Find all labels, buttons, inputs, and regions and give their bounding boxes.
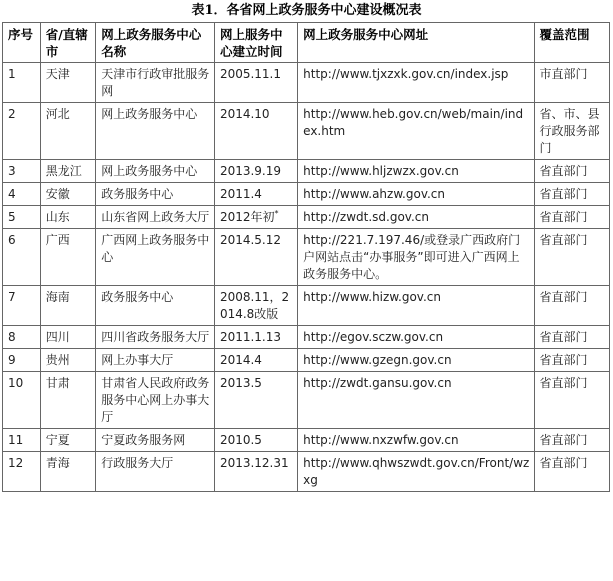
coverage-cell-text: 省直部门	[539, 187, 588, 201]
province-cell	[40, 183, 95, 206]
established-date-cell-text: 2011.4	[219, 187, 262, 201]
coverage-cell	[534, 160, 609, 183]
row-number-text: 5	[8, 210, 16, 224]
center-name-cell-text: 行政服务大厅	[101, 456, 174, 470]
provincial-service-center-table	[2, 22, 610, 492]
row-number	[3, 349, 41, 372]
header-coverage: 覆盖范围	[534, 23, 609, 63]
website-url-cell	[298, 206, 534, 229]
coverage-cell	[534, 103, 609, 160]
website-url-cell-text: http://www.hizw.gov.cn	[303, 290, 441, 304]
province-cell	[40, 452, 95, 492]
row-number-text: 11	[8, 433, 24, 447]
established-date-cell-text: 2014.10	[219, 107, 270, 121]
established-date-cell	[214, 63, 297, 103]
table-row	[3, 63, 610, 103]
coverage-cell-text: 省直部门	[539, 353, 588, 367]
row-number	[3, 103, 41, 160]
province-cell	[40, 286, 95, 326]
center-name-cell-text: 山东省网上政务大厅	[101, 210, 210, 224]
province-cell-text: 四川	[45, 330, 70, 344]
established-date-cell-text: 2005.11.1	[219, 67, 282, 81]
established-date-cell	[214, 326, 297, 349]
province-cell-text: 海南	[45, 290, 70, 304]
website-url-cell-text: http://zwdt.sd.gov.cn	[303, 210, 429, 224]
table-row	[3, 160, 610, 183]
website-url-cell-text: http://www.tjxzxk.gov.cn/index.jsp	[303, 67, 509, 81]
established-date-cell-text: 2012年初	[219, 210, 275, 224]
row-number-text: 2	[8, 107, 16, 121]
coverage-cell	[534, 286, 609, 326]
province-cell	[40, 63, 95, 103]
established-date-cell	[214, 286, 297, 326]
table-row	[3, 229, 610, 286]
established-date-cell-text: 2013.9.19	[219, 164, 282, 178]
website-url-cell-text: http://www.nxzwfw.gov.cn	[303, 433, 459, 447]
center-name-cell	[96, 229, 215, 286]
center-name-cell	[96, 206, 215, 229]
row-number-text: 9	[8, 353, 16, 367]
row-number	[3, 206, 41, 229]
header-row	[3, 23, 610, 63]
established-date-cell-text: 2014.5.12	[219, 233, 282, 247]
coverage-cell-text: 省直部门	[539, 164, 588, 178]
website-url-cell-text: http://www.ahzw.gov.cn	[303, 187, 446, 201]
website-url-cell	[298, 326, 534, 349]
established-date-cell	[214, 452, 297, 492]
province-cell-text: 山东	[45, 210, 70, 224]
website-url-cell	[298, 63, 534, 103]
center-name-cell-text: 网上办事大厅	[101, 353, 174, 367]
row-number	[3, 372, 41, 429]
established-date-cell	[214, 349, 297, 372]
coverage-cell	[534, 429, 609, 452]
center-name-cell-text: 政务服务中心	[101, 290, 174, 304]
coverage-cell-text: 省直部门	[539, 210, 588, 224]
row-number	[3, 429, 41, 452]
established-date-cell	[214, 103, 297, 160]
center-name-cell	[96, 103, 215, 160]
coverage-cell-text: 省直部门	[539, 456, 588, 470]
established-date-cell	[214, 429, 297, 452]
website-url-cell-text: http://www.qhwszwdt.gov.cn/Front/wzxg	[303, 456, 530, 487]
province-cell-text: 宁夏	[45, 433, 70, 447]
row-number-text: 4	[8, 187, 16, 201]
website-url-cell	[298, 183, 534, 206]
table-row	[3, 349, 610, 372]
province-cell-text: 广西	[45, 233, 70, 247]
website-url-cell	[298, 429, 534, 452]
established-date-cell	[214, 206, 297, 229]
table-body	[3, 63, 610, 492]
table-row	[3, 452, 610, 492]
website-url-cell	[298, 229, 534, 286]
province-cell	[40, 229, 95, 286]
header-number: 序号	[3, 23, 41, 63]
province-cell-text: 河北	[45, 107, 70, 121]
coverage-cell	[534, 63, 609, 103]
row-number-text: 10	[8, 376, 24, 390]
center-name-cell	[96, 160, 215, 183]
established-date-cell	[214, 372, 297, 429]
header-center-name: 网上政务服务中心名称	[96, 23, 215, 63]
center-name-cell-text: 网上政务服务中心	[101, 164, 198, 178]
website-url-cell	[298, 349, 534, 372]
coverage-cell	[534, 229, 609, 286]
center-name-cell	[96, 349, 215, 372]
coverage-cell-text: 省直部门	[539, 376, 588, 390]
center-name-cell	[96, 372, 215, 429]
row-number-text: 7	[8, 290, 16, 304]
province-cell-text: 青海	[45, 456, 70, 470]
row-number	[3, 286, 41, 326]
footnote-mark: *	[274, 209, 279, 218]
website-url-cell-text: http://www.hljzwzx.gov.cn	[303, 164, 459, 178]
province-cell	[40, 349, 95, 372]
website-url-cell	[298, 286, 534, 326]
row-number	[3, 160, 41, 183]
established-date-cell-text: 2008.11，2014.8改版	[219, 290, 290, 321]
coverage-cell	[534, 349, 609, 372]
header-province: 省/直辖市	[40, 23, 95, 63]
established-date-cell-text: 2010.5	[219, 433, 262, 447]
established-date-cell	[214, 160, 297, 183]
established-date-cell-text: 2013.5	[219, 376, 262, 390]
province-cell-text: 黑龙江	[45, 164, 82, 178]
website-url-cell	[298, 160, 534, 183]
coverage-cell	[534, 372, 609, 429]
province-cell-text: 安徽	[45, 187, 70, 201]
row-number-text: 8	[8, 330, 16, 344]
header-established-date: 网上服务中心建立时间	[214, 23, 297, 63]
established-date-cell-text: 2013.12.31	[219, 456, 289, 470]
center-name-cell	[96, 429, 215, 452]
coverage-cell-text: 省直部门	[539, 233, 588, 247]
center-name-cell-text: 甘肃省人民政府政务服务中心网上办事大厅	[101, 376, 210, 424]
center-name-cell-text: 广西网上政务服务中心	[101, 233, 210, 264]
center-name-cell	[96, 183, 215, 206]
coverage-cell-text: 省直部门	[539, 433, 588, 447]
website-url-cell-text: http://www.heb.gov.cn/web/main/index.htm	[303, 107, 524, 138]
table-row	[3, 286, 610, 326]
website-url-cell-text: http://zwdt.gansu.gov.cn	[303, 376, 452, 390]
center-name-cell-text: 网上政务服务中心	[101, 107, 198, 121]
website-url-cell-text: http://egov.sczw.gov.cn	[303, 330, 444, 344]
row-number-text: 6	[8, 233, 16, 247]
table-row	[3, 372, 610, 429]
established-date-cell-text: 2011.1.13	[219, 330, 282, 344]
row-number	[3, 452, 41, 492]
row-number	[3, 326, 41, 349]
established-date-cell	[214, 183, 297, 206]
coverage-cell-text: 省、市、县行政服务部门	[539, 107, 600, 155]
center-name-cell-text: 四川省政务服务大厅	[101, 330, 210, 344]
table-row	[3, 206, 610, 229]
coverage-cell	[534, 206, 609, 229]
province-cell	[40, 372, 95, 429]
coverage-cell	[534, 452, 609, 492]
province-cell	[40, 160, 95, 183]
province-cell-text: 贵州	[45, 353, 70, 367]
website-url-cell	[298, 372, 534, 429]
table-row	[3, 429, 610, 452]
row-number-text: 1	[8, 67, 16, 81]
coverage-cell	[534, 326, 609, 349]
center-name-cell	[96, 326, 215, 349]
row-number	[3, 183, 41, 206]
center-name-cell-text: 宁夏政务服务网	[101, 433, 186, 447]
row-number	[3, 229, 41, 286]
province-cell-text: 天津	[45, 67, 70, 81]
table-row	[3, 183, 610, 206]
table-row	[3, 103, 610, 160]
center-name-cell	[96, 286, 215, 326]
established-date-cell-text: 2014.4	[219, 353, 262, 367]
website-url-cell-text: http://www.gzegn.gov.cn	[303, 353, 452, 367]
coverage-cell	[534, 183, 609, 206]
center-name-cell-text: 天津市行政审批服务网	[101, 67, 210, 98]
province-cell-text: 甘肃	[45, 376, 70, 390]
coverage-cell-text: 市直部门	[539, 67, 588, 81]
table-row	[3, 326, 610, 349]
table-caption: 表1．各省网上政务服务中心建设概况表	[191, 3, 422, 18]
province-cell	[40, 326, 95, 349]
website-url-cell	[298, 452, 534, 492]
row-number-text: 3	[8, 164, 16, 178]
established-date-cell	[214, 229, 297, 286]
coverage-cell-text: 省直部门	[539, 330, 588, 344]
website-url-cell-text: http://221.7.197.46/或登录广西政府门户网站点击“办事服务”即可进入广西网上政务服务中心。	[303, 233, 521, 281]
website-url-cell	[298, 103, 534, 160]
center-name-cell	[96, 452, 215, 492]
row-number	[3, 63, 41, 103]
coverage-cell-text: 省直部门	[539, 290, 588, 304]
center-name-cell	[96, 63, 215, 103]
center-name-cell-text: 政务服务中心	[101, 187, 174, 201]
header-website-url: 网上政务服务中心网址	[298, 23, 534, 63]
province-cell	[40, 103, 95, 160]
row-number-text: 12	[8, 456, 24, 470]
province-cell	[40, 206, 95, 229]
province-cell	[40, 429, 95, 452]
